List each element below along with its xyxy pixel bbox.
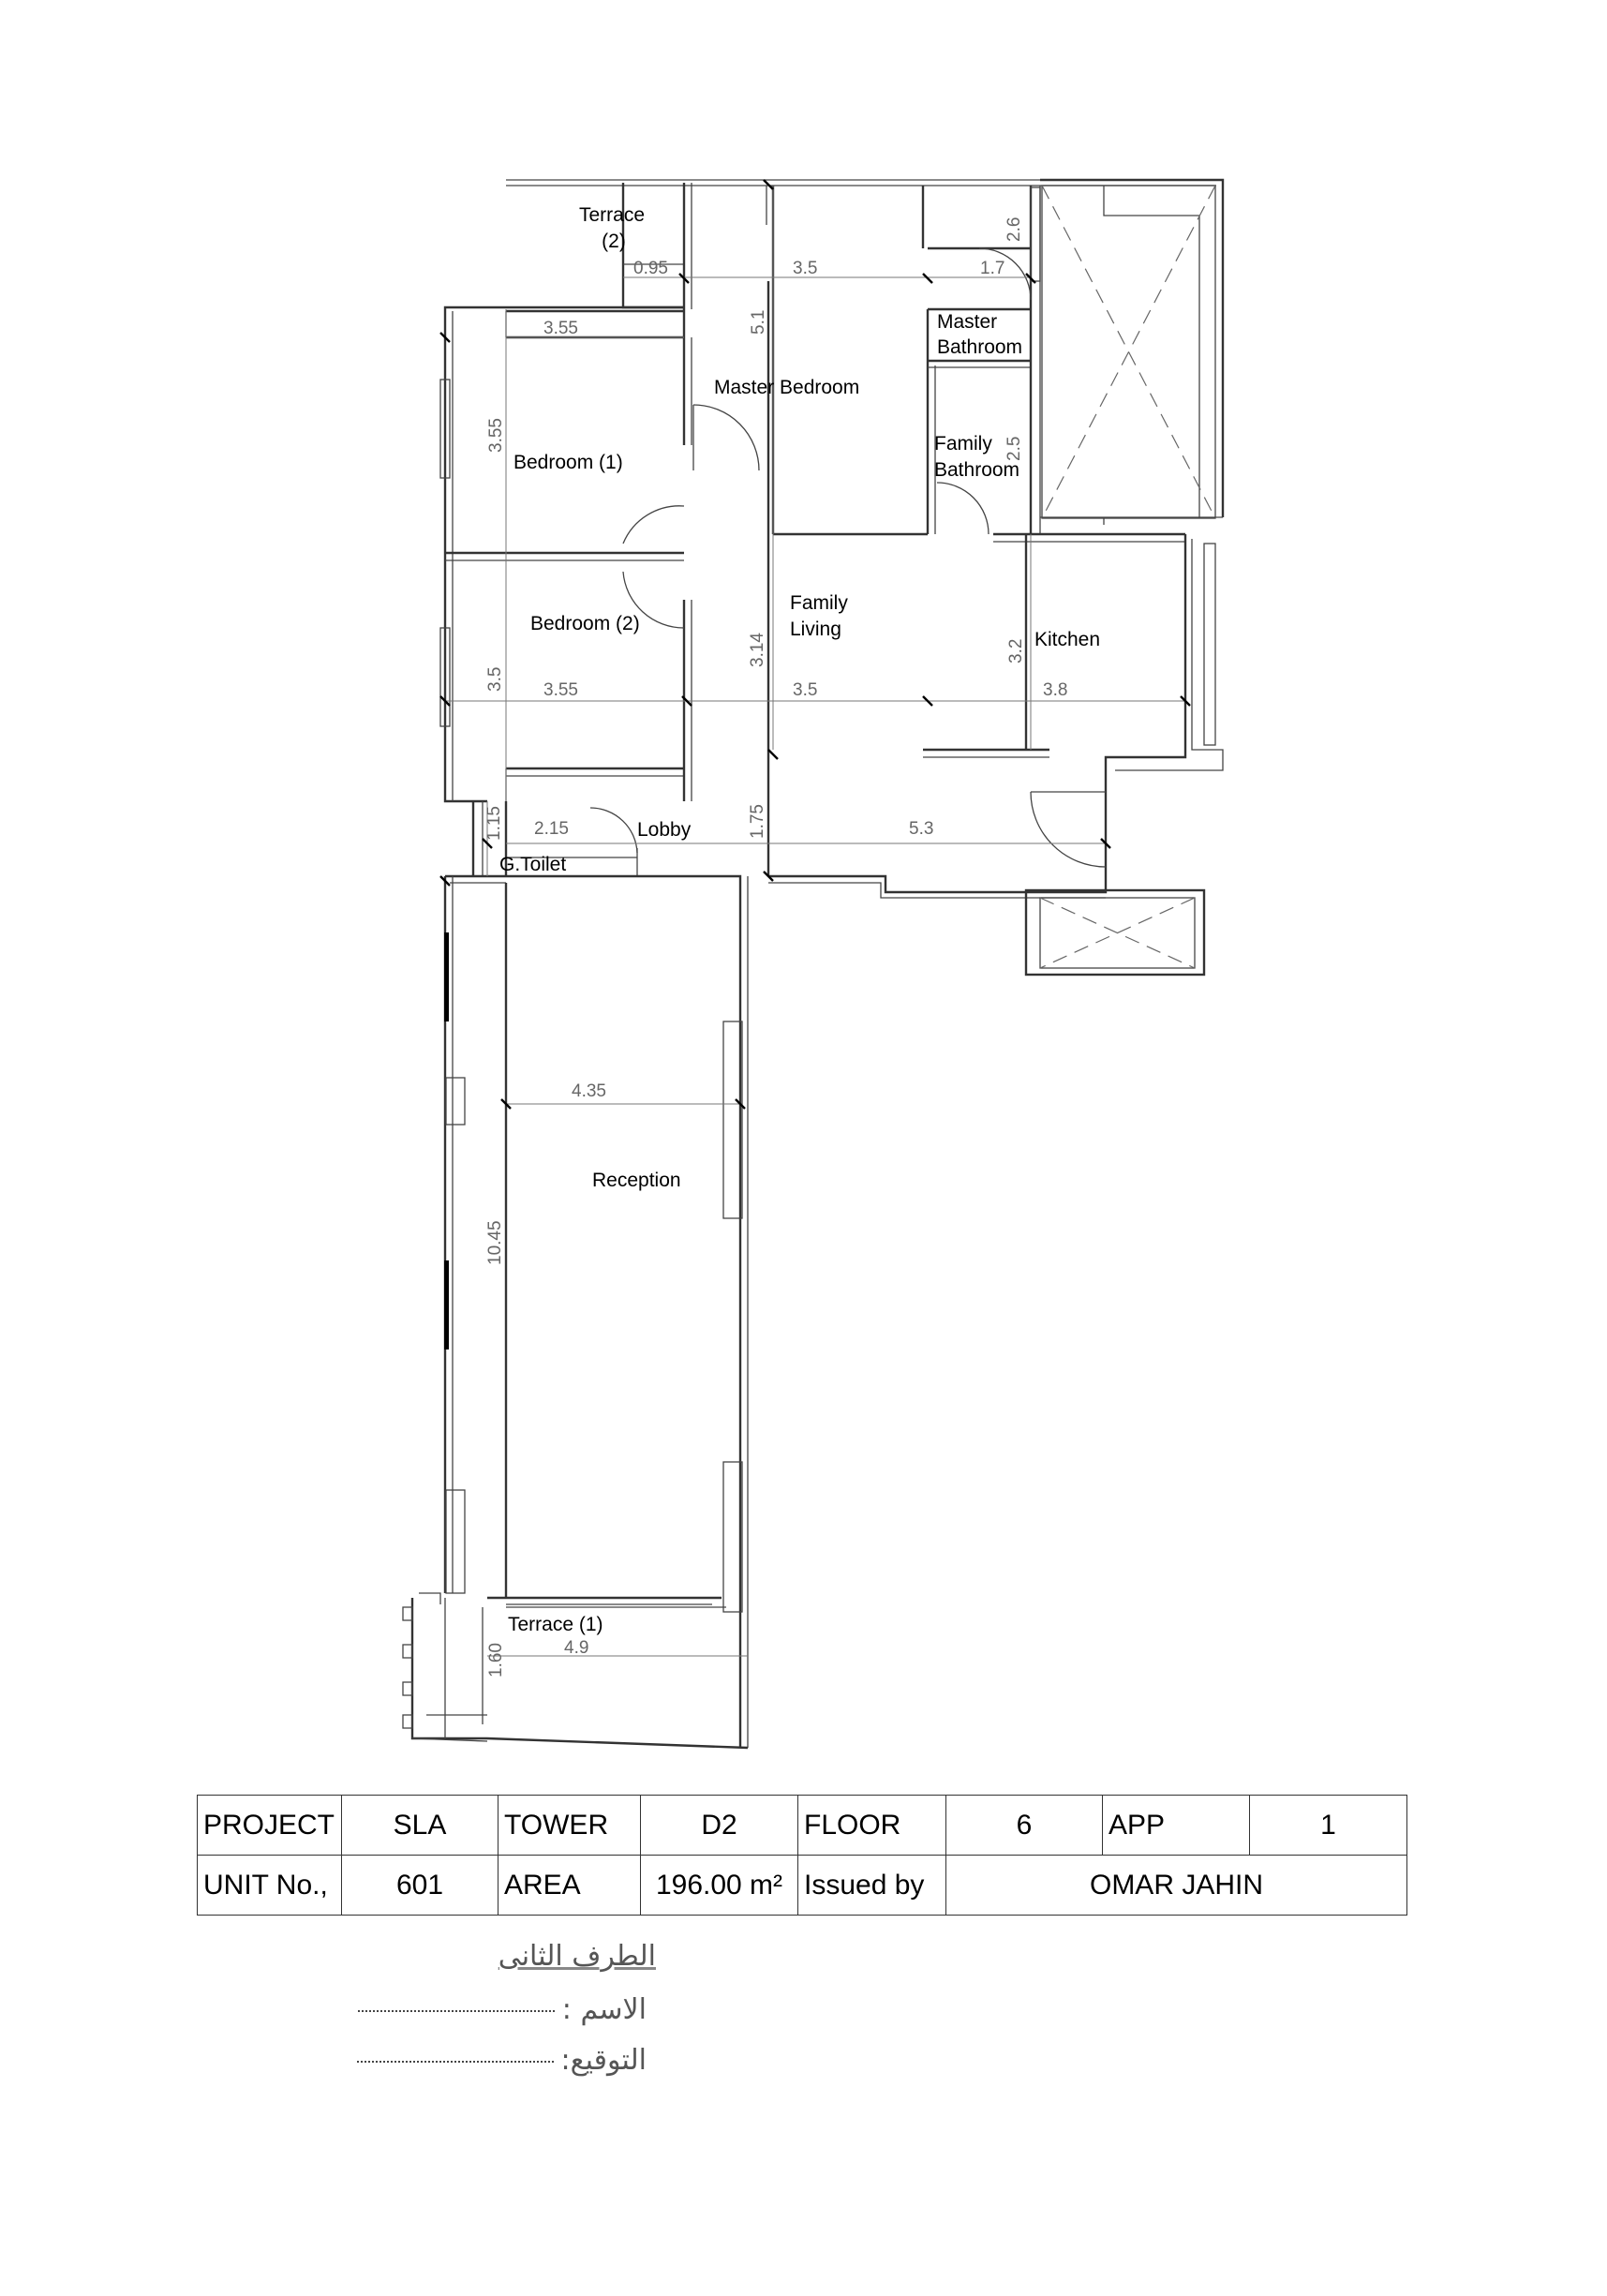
tower-label: TOWER <box>498 1796 641 1856</box>
terrace-2-label-num: (2) <box>602 231 626 252</box>
dim-living-depth: 3.14 <box>748 633 767 667</box>
name-field[interactable] <box>358 2010 555 2012</box>
g-toilet-label: G.Toilet <box>499 854 567 875</box>
dim-lobby-width: 5.3 <box>909 819 934 839</box>
signature-label: التوقيع: <box>560 2044 647 2077</box>
shafts <box>1026 186 1215 975</box>
floor-label: FLOOR <box>798 1796 946 1856</box>
dim-lobby-depth: 1.75 <box>748 804 767 839</box>
dim-toilet-width: 2.15 <box>534 819 569 839</box>
title-block-table <box>197 1795 1407 1916</box>
dim-bedroom-1-width: 3.55 <box>543 319 578 338</box>
terrace-2-label: Terrace <box>578 204 646 226</box>
family-living-label: Family <box>790 592 848 614</box>
master-bathroom-label-2: Bathroom <box>937 336 1023 358</box>
dim-terrace-1-width: 4.9 <box>564 1638 589 1658</box>
windows <box>440 187 1215 1612</box>
floor-value: 6 <box>946 1796 1103 1856</box>
second-party-heading: الطرف الثانى <box>498 1940 656 1973</box>
doors <box>590 248 1106 867</box>
lobby-label: Lobby <box>637 819 692 841</box>
issued-by-value: OMAR JAHIN <box>946 1856 1407 1916</box>
dimension-lines <box>440 180 1190 1656</box>
table-row <box>198 1796 1407 1856</box>
dim-bedroom-2-depth: 3.5 <box>485 666 505 692</box>
terrace-1-label: Terrace (1) <box>508 1614 603 1635</box>
dim-master-bedroom-width: 3.5 <box>793 259 818 278</box>
unit-label: UNIT No., <box>198 1856 342 1916</box>
app-value: 1 <box>1250 1796 1407 1856</box>
family-bathroom-label: Family <box>934 433 992 455</box>
master-bathroom-label: Master <box>937 311 998 333</box>
dim-family-bath-depth: 2.5 <box>1004 436 1024 461</box>
signature-field[interactable] <box>357 2061 554 2063</box>
project-label: PROJECT <box>198 1796 342 1856</box>
project-value: SLA <box>342 1796 498 1856</box>
family-living-label-2: Living <box>790 619 841 640</box>
dim-kitchen-width: 3.8 <box>1043 680 1068 700</box>
dim-terrace-2-width: 0.95 <box>633 259 668 278</box>
dim-reception-depth: 10.45 <box>485 1220 505 1265</box>
app-label: APP <box>1103 1796 1250 1856</box>
dim-living-width: 3.5 <box>793 680 818 700</box>
dim-master-bath-depth: 2.6 <box>1004 216 1024 242</box>
name-label: الاسم : <box>561 1993 647 2026</box>
area-label: AREA <box>498 1856 641 1916</box>
walls <box>412 180 1223 1748</box>
kitchen-label: Kitchen <box>1034 629 1101 650</box>
dim-bedroom-1-depth: 3.55 <box>486 418 506 453</box>
area-value: 196.00 m² <box>641 1856 798 1916</box>
bedroom-2-label: Bedroom (2) <box>530 613 640 634</box>
unit-value: 601 <box>342 1856 498 1916</box>
reception-label: Reception <box>592 1170 681 1191</box>
master-bedroom-label: Master Bedroom <box>714 377 860 398</box>
dim-reception-width: 4.35 <box>572 1081 606 1101</box>
dim-master-bath-width: 1.7 <box>980 259 1005 278</box>
dim-bedroom-2-width: 3.55 <box>543 680 578 700</box>
dim-kitchen-depth: 3.2 <box>1006 638 1026 663</box>
issued-by-label: Issued by <box>798 1856 946 1916</box>
bedroom-1-label: Bedroom (1) <box>513 452 623 473</box>
dim-terrace-1-depth: 1.60 <box>486 1643 506 1677</box>
signature-line <box>357 2044 647 2077</box>
family-bathroom-label-2: Bathroom <box>934 459 1020 481</box>
name-line <box>358 1993 647 2026</box>
table-row <box>198 1856 1407 1916</box>
tower-value: D2 <box>641 1796 798 1856</box>
dim-toilet-depth: 1.15 <box>484 806 504 841</box>
dim-master-bedroom-depth: 5.1 <box>749 309 768 335</box>
